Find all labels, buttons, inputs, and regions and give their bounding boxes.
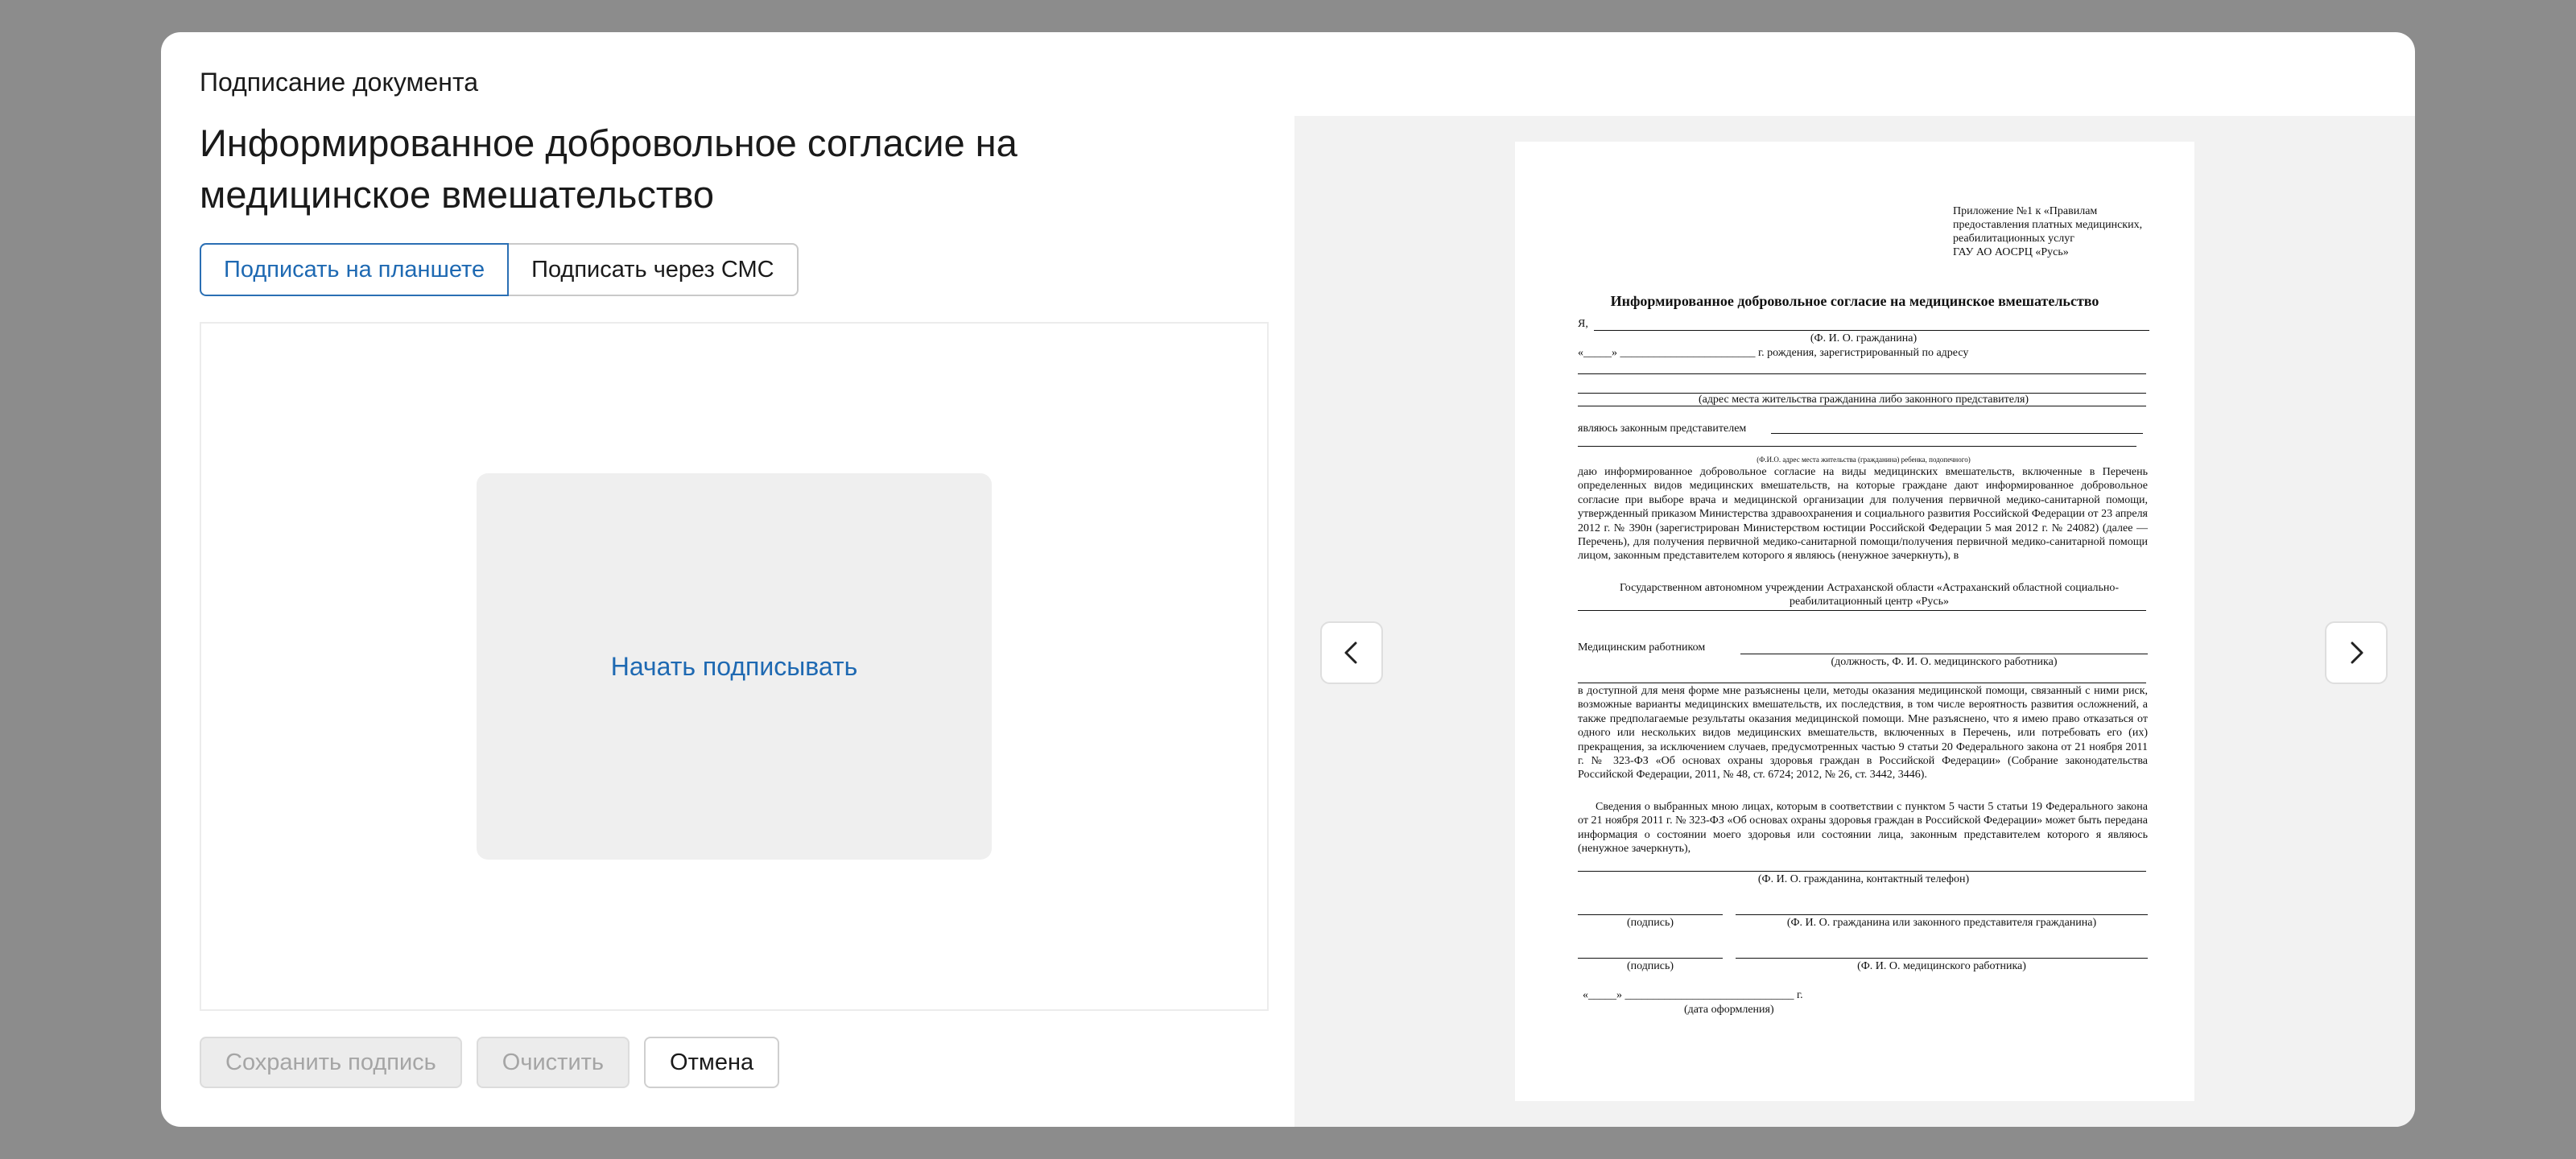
- institution-name: Государственном автономном учреждении Астраханской области «Астраханский областной социально-реабилитационный центр «Русь»: [1619, 582, 2120, 608]
- start-signing-button[interactable]: [477, 473, 992, 860]
- med-worker-caption: (должность, Ф. И. О. медицинского работника): [1831, 656, 2058, 668]
- start-signing-label: Начать подписывать: [610, 651, 858, 681]
- document-heading: Информированное добровольное согласие на медицинское вмешательство: [1610, 293, 2099, 309]
- explained-paragraph: в доступной для меня форме мне разъяснены цели, методы оказания медицинской помощи, связанный с ними риск, возможные варианты медицинских вмешательств, их последствия, в том числе вероятность развития осложнений, а также предполагаемые результаты оказания медицинской помощи. Мне разъяснено, что я имею право отказаться от одного или нескольких видов медицинских вмешательств, включенных в Перечень, или потребовать его (их) прекращения, за исключением случаев, предусмотренных частью 9 статьи 20 Федерального закона от 21 ноября 2011 г. № 323-ФЗ «Об основах охраны здоровья граждан в Российской Федерации» (Собрание законодательства Российской Федерации, 2011, № 48, ст. 6724; 2012, № 26, ст. 3442, 3446).: [1578, 685, 2148, 782]
- ya-label: Я,: [1578, 318, 1588, 330]
- sign-method-tabs: [200, 243, 799, 296]
- birth-line: «_____» ________________________ г. рождения, зарегистрированный по адресу: [1578, 347, 1969, 359]
- contact-caption: (Ф. И. О. гражданина, контактный телефон): [1757, 873, 1970, 885]
- tab-sign-on-tablet[interactable]: Подписать на планшете: [200, 243, 509, 296]
- citizen-rep-caption: (Ф. И. О. гражданина или законного представителя гражданина): [1786, 917, 2097, 929]
- sign-document-modal: [161, 32, 2415, 1127]
- fio-caption: (Ф. И. О. гражданина): [1810, 332, 1918, 344]
- legal-rep-caption: (Ф.И.О. адрес места жительства (гражданина) ребенка, подопечного): [1757, 456, 1971, 464]
- date-caption: (дата оформления): [1684, 1004, 1774, 1016]
- consent-paragraph: даю информированное добровольное согласие на виды медицинских вмешательств, включенные в Перечень определенных видов медицинских вмешательств, на которые граждане дают информированное добровольное согласие при выборе врача и медицинской организации для получения первичной медико-санитарной помощи, утвержденный приказом Министерства здравоохранения и социального развития Российской Федерации от 23 апреля 2012 г. № 390н (зарегистрирован Министерством юстиции Российской Федерации 5 мая 2012 г. № 24082) (далее — Перечень), для получения первичной медико-санитарной помощи/получения первичной медико-санитарной помощи лицом, законным представителем которого я являюсь (ненужное зачеркнуть), в: [1578, 466, 2148, 563]
- appendix-line: реабилитационных услуг: [1953, 233, 2075, 245]
- appendix-note: [1953, 204, 2162, 259]
- signature-caption: (подпись): [1626, 917, 1674, 929]
- signature-area: [200, 322, 1269, 1011]
- address-caption: (адрес места жительства гражданина либо законного представителя): [1698, 394, 2029, 406]
- med-worker-fio-caption: (Ф. И. О. медицинского работника): [1857, 960, 2026, 972]
- save-signature-button[interactable]: Сохранить подпись: [200, 1037, 462, 1088]
- chevron-left-icon: [1338, 639, 1365, 666]
- med-worker-label: Медицинским работником: [1578, 641, 1706, 654]
- info-paragraph: Сведения о выбранных мною лицах, которым в соответствии с пунктом 5 части 5 статьи 19 Федерального закона от 21 ноября 2011 г. № 323-ФЗ «Об основах охраны здоровья граждан в Российской Федерации» может быть передана информация о состоянии моего здоровья или состоянии лица, законным представителем которого я являюсь (ненужное зачеркнуть),: [1578, 801, 2148, 856]
- next-page-button[interactable]: [2325, 621, 2388, 684]
- document-title: Информированное добровольное согласие на медицинское вмешательство: [200, 122, 1018, 216]
- signature-caption-2: (подпись): [1626, 960, 1674, 972]
- action-buttons: [200, 1037, 779, 1088]
- prev-page-button[interactable]: [1320, 621, 1383, 684]
- chevron-right-icon: [2343, 639, 2370, 666]
- document-preview: [1294, 116, 2415, 1127]
- appendix-line: ГАУ АО АОСРЦ «Русь»: [1953, 246, 2069, 258]
- date-line: «_____» ______________________________ г.: [1583, 989, 1803, 1001]
- appendix-line: Приложение №1 к «Правилам: [1953, 205, 2098, 217]
- left-panel: [200, 32, 1269, 1127]
- legal-rep-label: являюсь законным представителем: [1578, 423, 1747, 435]
- appendix-line: предоставления платных медицинских,: [1953, 219, 2143, 231]
- clear-button[interactable]: Очистить: [477, 1037, 630, 1088]
- tab-sign-via-sms[interactable]: Подписать через СМС: [509, 243, 799, 296]
- document-page: [1515, 142, 2194, 1101]
- cancel-button[interactable]: Отмена: [644, 1037, 779, 1088]
- dialog-title: Подписание документа: [200, 68, 479, 97]
